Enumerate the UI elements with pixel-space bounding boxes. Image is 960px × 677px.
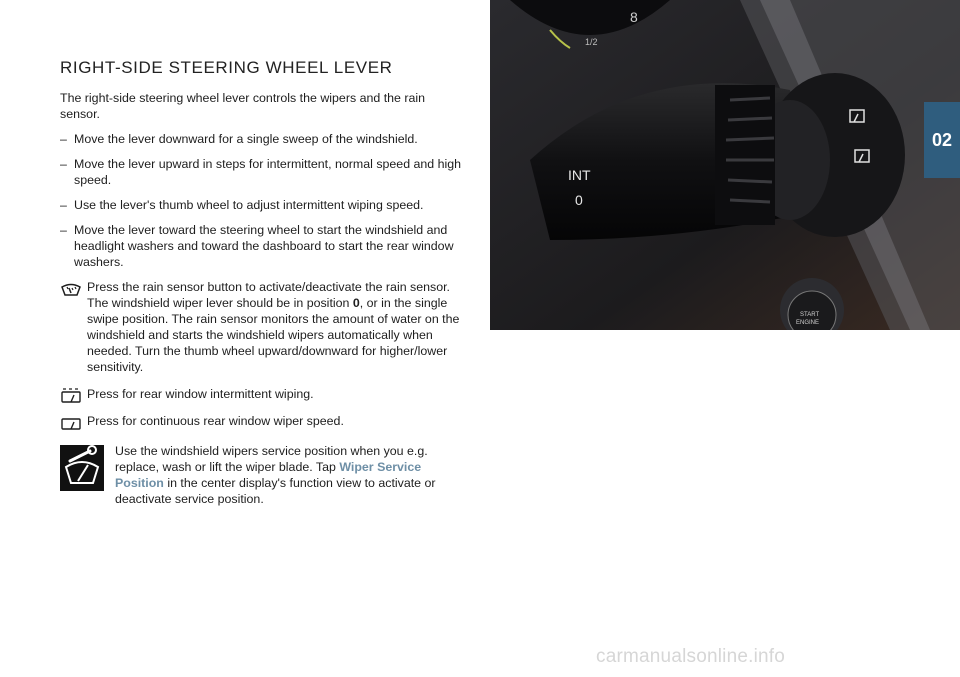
lever-illustration	[490, 0, 960, 330]
step-marker: –	[60, 157, 67, 171]
engine-button-label: ENGINE	[796, 320, 820, 326]
rear-continuous-row	[60, 413, 466, 429]
watermark: carmanualsonline.info	[596, 646, 786, 667]
gauge-number: 1/2	[585, 37, 598, 47]
steps-list	[60, 131, 466, 270]
rear-intermittent-text: Press for rear window intermittent wiping.	[87, 387, 314, 401]
rain-sensor-row	[60, 279, 466, 375]
main-content	[60, 58, 466, 507]
service-position-note	[60, 443, 466, 507]
step-marker: –	[60, 223, 67, 237]
position-zero: 0	[352, 296, 360, 310]
list-item	[60, 156, 466, 188]
step-text: Move the lever downward for a single sweep of the windshield.	[74, 132, 418, 146]
list-item	[60, 222, 466, 270]
chapter-tab[interactable]: 02	[924, 102, 960, 178]
wiper-service-icon	[60, 445, 104, 491]
rain-sensor-icon	[60, 281, 82, 297]
rear-continuous-text: Press for continuous rear window wiper speed.	[87, 414, 344, 428]
page-title: RIGHT-SIDE STEERING WHEEL LEVER	[60, 58, 393, 77]
lever-int-mark: INT	[568, 167, 591, 183]
rain-sensor-text-end: , or in the single swipe position. The rain sensor monitors the amount of water on the windshield and starts the windshield wipers automatically when needed. Turn the thumb wheel upward/downward for higher/lower sensitivity.	[87, 296, 460, 374]
rain-sensor-text: Press the rain sensor button to activate/deactivate the rain sensor. The windshield wiper lever should be in position	[87, 280, 450, 310]
step-marker: –	[60, 132, 67, 146]
step-text: Move the lever toward the steering wheel to start the windshield and headlight washers and toward the dashboard to start the rear window washers.	[74, 223, 454, 269]
rear-wiper-intermittent-icon	[60, 388, 82, 404]
wiper-service-position-link[interactable]: Wiper Service Position	[115, 460, 422, 490]
rear-intermittent-row	[60, 386, 466, 402]
step-marker: –	[60, 198, 67, 212]
lever-photo	[490, 0, 960, 330]
list-item	[60, 197, 466, 213]
service-text: Use the windshield wipers service position when you e.g. replace, wash or lift the wiper blade. Tap	[115, 444, 428, 474]
list-item	[60, 131, 466, 147]
gauge-number: 8	[630, 9, 638, 25]
start-button-label: START	[800, 312, 820, 318]
step-text: Use the lever's thumb wheel to adjust intermittent wiping speed.	[74, 198, 424, 212]
rear-wiper-continuous-icon	[60, 415, 82, 431]
lever-zero-mark: 0	[575, 192, 583, 208]
step-text: Move the lever upward in steps for intermittent, normal speed and high speed.	[74, 157, 462, 187]
intro-paragraph: The right-side steering wheel lever controls the wipers and the rain sensor.	[60, 91, 426, 121]
service-text-end: in the center display's function view to activate or deactivate service position.	[115, 476, 436, 506]
